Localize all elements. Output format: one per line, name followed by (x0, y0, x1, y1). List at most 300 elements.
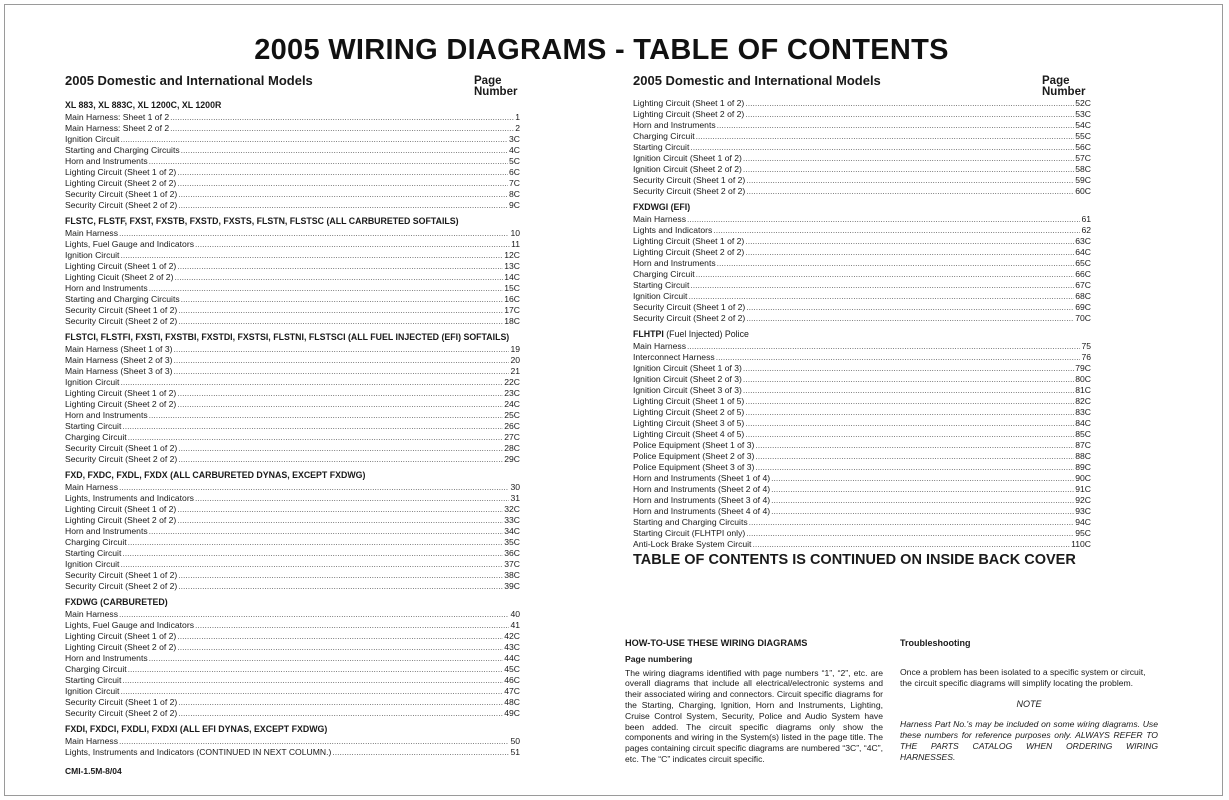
dot-leader (743, 363, 1074, 374)
section-title-text: FXDWGI (EFI) (633, 202, 691, 212)
dot-leader (122, 675, 503, 686)
toc-entry-label: Security Circuit (Sheet 2 of 2) (65, 316, 178, 326)
dot-leader (743, 153, 1074, 164)
toc-entry-label: Security Circuit (Sheet 2 of 2) (65, 581, 178, 591)
section-title-text: FLHTPI (633, 329, 664, 339)
dot-leader (749, 517, 1075, 528)
toc-entry (65, 112, 520, 123)
toc-entry (65, 156, 520, 167)
toc-entry-label: Starting Circuit (633, 280, 690, 290)
toc-entry-label: Security Circuit (Sheet 1 of 2) (65, 189, 178, 199)
toc-entry-label: Lighting Circuit (Sheet 3 of 5) (633, 418, 745, 428)
section-title (633, 202, 1091, 213)
toc-entry-label: Security Circuit (Sheet 1 of 2) (65, 305, 178, 315)
toc-entry (633, 473, 1091, 484)
toc-entry-page: 25C (504, 410, 520, 420)
toc-entry (65, 145, 520, 156)
toc-entry (633, 98, 1091, 109)
dot-leader (178, 697, 503, 708)
toc-entry-label: Lighting Circuit (Sheet 2 of 2) (633, 247, 745, 257)
toc-entry-label: Interconnect Harness (633, 352, 715, 362)
toc-entry-page: 43C (504, 642, 520, 652)
continued-notice: TABLE OF CONTENTS IS CONTINUED ON INSIDE BACK COVER (633, 552, 1076, 568)
toc-entry (633, 247, 1091, 258)
toc-entry-page: 68C (1075, 291, 1091, 301)
toc-entry-page: 61 (1081, 214, 1091, 224)
toc-entry (633, 258, 1091, 269)
toc-entry-label: Ignition Circuit (65, 559, 120, 569)
toc-entry-page: 76 (1081, 352, 1091, 362)
toc-entry-label: Ignition Circuit (65, 134, 120, 144)
dot-leader (173, 355, 509, 366)
dot-leader (177, 261, 503, 272)
toc-entry (65, 504, 520, 515)
left-column (65, 75, 520, 758)
dot-leader (128, 432, 504, 443)
toc-entry-page: 89C (1075, 462, 1091, 472)
toc-entry-label: Ignition Circuit (Sheet 3 of 3) (633, 385, 742, 395)
toc-entry-label: Lighting Circuit (Sheet 1 of 2) (65, 631, 177, 641)
toc-entry (65, 686, 520, 697)
left-sections (65, 100, 520, 758)
toc-entry (65, 272, 520, 283)
toc-entry-label: Security Circuit (Sheet 2 of 2) (65, 454, 178, 464)
dot-leader (177, 642, 503, 653)
section-title-text: FLSTC, FLSTF, FXST, FXSTB, FXSTD, FXSTS, FLSTN, FLSTSC (ALL CARBURETED SOFTAILS) (65, 216, 459, 226)
toc-entry (633, 214, 1091, 225)
dot-leader (149, 283, 504, 294)
toc-entry-page: 23C (504, 388, 520, 398)
toc-section (65, 724, 520, 758)
toc-entry (65, 454, 520, 465)
toc-entry (65, 167, 520, 178)
toc-entry-label: Ignition Circuit (Sheet 1 of 3) (633, 363, 742, 373)
dot-leader (177, 631, 503, 642)
toc-entry-label: Police Equipment (Sheet 2 of 3) (633, 451, 755, 461)
dot-leader (195, 493, 509, 504)
dot-leader (771, 473, 1074, 484)
toc-entry (633, 120, 1091, 131)
dot-leader (170, 112, 514, 123)
toc-entry-label: Lighting Circuit (Sheet 2 of 5) (633, 407, 745, 417)
toc-entry (65, 747, 520, 758)
toc-section (65, 470, 520, 592)
toc-entry-page: 91C (1075, 484, 1091, 494)
toc-entry-page: 94C (1075, 517, 1091, 527)
dot-leader (745, 418, 1074, 429)
dot-leader (713, 225, 1080, 236)
toc-entry-page: 45C (504, 664, 520, 674)
right-column-heading: 2005 Domestic and International Models (633, 73, 881, 88)
toc-entry (633, 164, 1091, 175)
dot-leader (178, 570, 503, 581)
dot-leader (119, 228, 509, 239)
toc-entry (633, 280, 1091, 291)
section-title (65, 597, 520, 608)
dot-leader (178, 316, 503, 327)
toc-entry (65, 134, 520, 145)
left-page-number-label: Page Number (474, 75, 518, 98)
dot-leader (755, 440, 1074, 451)
toc-entry-label: Security Circuit (Sheet 1 of 2) (633, 302, 746, 312)
toc-entry-label: Lighting Circuit (Sheet 4 of 5) (633, 429, 745, 439)
troubleshooting-block (900, 638, 1158, 762)
dot-leader (177, 388, 503, 399)
toc-entry (65, 493, 520, 504)
toc-entry-label: Lighting Circuit (Sheet 1 of 2) (633, 236, 745, 246)
toc-entry (65, 388, 520, 399)
toc-entry-page: 21 (510, 366, 520, 376)
toc-entry-label: Lighting Circuit (Sheet 1 of 2) (65, 167, 177, 177)
toc-entry-page: 59C (1075, 175, 1091, 185)
toc-entry-page: 38C (504, 570, 520, 580)
toc-entry-page: 93C (1075, 506, 1091, 516)
howto-body: The wiring diagrams identified with page numbers “1”, “2”, etc. are overall diagrams that include all electrical/electronic systems and their associated wiring and connectors. Circuit specific diagrams for the Starting, Charging, Ignition, Horn and Instruments, Lighting, Cruise Control System, Security, Police and Audio System have been added. The circuit specific diagrams only show the components and wiring in the System(s) listed in the page title. The pages containing circuit specific diagrams are numbered “3C”, “4C”, etc. The “C” indicates circuit specific. (625, 667, 883, 764)
page-title: 2005 WIRING DIAGRAMS - TABLE OF CONTENTS (254, 34, 949, 66)
toc-section (65, 597, 520, 719)
toc-entry-label: Starting Circuit (FLHTPI only) (633, 528, 746, 538)
toc-entry (633, 484, 1091, 495)
toc-entry-page: 11 (511, 239, 520, 249)
toc-entry (65, 653, 520, 664)
dot-leader (717, 120, 1075, 131)
toc-entry-page: 92C (1075, 495, 1091, 505)
toc-entry-page: 41 (510, 620, 520, 630)
section-title-suffix: (Fuel Injected) Police (666, 329, 749, 339)
toc-entry (633, 462, 1091, 473)
toc-entry (65, 366, 520, 377)
toc-entry (65, 570, 520, 581)
toc-entry-page: 40 (510, 609, 520, 619)
toc-entry-label: Main Harness (633, 214, 687, 224)
toc-entry-page: 65C (1075, 258, 1091, 268)
toc-entry-page: 10 (510, 228, 520, 238)
dot-leader (149, 526, 504, 537)
section-title (65, 216, 520, 227)
toc-entry (65, 200, 520, 211)
toc-entry-page: 17C (504, 305, 520, 315)
toc-entry-page: 87C (1075, 440, 1091, 450)
toc-entry-page: 37C (504, 559, 520, 569)
toc-entry-page: 84C (1075, 418, 1091, 428)
toc-entry-label: Starting Circuit (65, 421, 122, 431)
toc-entry-label: Charging Circuit (65, 664, 127, 674)
toc-entry-label: Ignition Circuit (633, 291, 688, 301)
section-title (65, 332, 520, 343)
toc-entry (633, 429, 1091, 440)
toc-entry-page: 80C (1075, 374, 1091, 384)
toc-entry (65, 228, 520, 239)
toc-entry-label: Main Harness: Sheet 1 of 2 (65, 112, 170, 122)
dot-leader (122, 421, 503, 432)
toc-entry-page: 69C (1075, 302, 1091, 312)
toc-section (65, 332, 520, 465)
toc-entry-page: 95C (1075, 528, 1091, 538)
toc-entry-page: 46C (504, 675, 520, 685)
toc-entry-page: 7C (509, 178, 520, 188)
toc-entry-label: Lighting Circuit (Sheet 1 of 5) (633, 396, 745, 406)
dot-leader (687, 341, 1080, 352)
toc-entry-page: 2 (515, 123, 520, 133)
toc-entry (65, 410, 520, 421)
toc-entry-page: 32C (504, 504, 520, 514)
toc-entry-page: 52C (1075, 98, 1091, 108)
toc-entry (65, 189, 520, 200)
right-column-header (633, 73, 1091, 98)
section-title (65, 724, 520, 735)
toc-entry-label: Police Equipment (Sheet 1 of 3) (633, 440, 755, 450)
dot-leader (716, 352, 1081, 363)
toc-entry-label: Ignition Circuit (65, 686, 120, 696)
toc-entry-label: Lighting Circuit (Sheet 1 of 2) (65, 504, 177, 514)
dot-leader (128, 537, 504, 548)
toc-entry-label: Security Circuit (Sheet 2 of 2) (65, 708, 178, 718)
toc-entry-label: Horn and Instruments (633, 258, 716, 268)
dot-leader (178, 708, 503, 719)
section-title (633, 329, 1091, 340)
toc-entry-label: Lights, Fuel Gauge and Indicators (65, 620, 194, 630)
toc-entry-page: 85C (1075, 429, 1091, 439)
toc-entry (633, 302, 1091, 313)
toc-entry-page: 24C (504, 399, 520, 409)
toc-entry-label: Security Circuit (Sheet 1 of 2) (65, 697, 178, 707)
toc-entry (633, 341, 1091, 352)
toc-entry-page: 29C (504, 454, 520, 464)
dot-leader (745, 396, 1074, 407)
toc-entry (65, 261, 520, 272)
toc-entry (633, 109, 1091, 120)
toc-section (65, 216, 520, 327)
toc-entry-page: 62 (1081, 225, 1091, 235)
toc-entry (65, 515, 520, 526)
toc-entry-page: 88C (1075, 451, 1091, 461)
toc-entry-page: 75 (1081, 341, 1091, 351)
toc-entry-page: 33C (504, 515, 520, 525)
toc-entry-label: Ignition Circuit (Sheet 2 of 3) (633, 374, 742, 384)
howto-title: HOW-TO-USE THESE WIRING DIAGRAMS (625, 638, 808, 648)
toc-entry (633, 186, 1091, 197)
note-label: NOTE (1016, 699, 1042, 710)
toc-entry-page: 48C (504, 697, 520, 707)
toc-entry (633, 451, 1091, 462)
dot-leader (771, 506, 1074, 517)
dot-leader (743, 374, 1074, 385)
dot-leader (745, 407, 1074, 418)
toc-entry (65, 609, 520, 620)
toc-section (633, 98, 1091, 197)
dot-leader (120, 559, 503, 570)
toc-entry (65, 123, 520, 134)
toc-entry-label: Main Harness: Sheet 2 of 2 (65, 123, 170, 133)
section-title-text: FXD, FXDC, FXDL, FXDX (ALL CARBURETED DYNAS, EXCEPT FXDWG) (65, 470, 366, 480)
toc-entry-label: Ignition Circuit (65, 377, 120, 387)
toc-entry-label: Ignition Circuit (Sheet 2 of 2) (633, 164, 742, 174)
dot-leader (177, 178, 508, 189)
toc-entry (65, 239, 520, 250)
toc-entry-page: 30 (510, 482, 520, 492)
toc-entry-page: 47C (504, 686, 520, 696)
toc-entry (633, 495, 1091, 506)
toc-entry-page: 8C (509, 189, 520, 199)
toc-entry-label: Horn and Instruments (Sheet 3 of 4) (633, 495, 771, 505)
toc-entry-label: Lighting Circuit (Sheet 1 of 2) (65, 261, 177, 271)
dot-leader (771, 495, 1074, 506)
toc-entry-label: Starting and Charging Circuits (633, 517, 748, 527)
toc-entry (65, 697, 520, 708)
toc-entry (65, 283, 520, 294)
dot-leader (745, 236, 1074, 247)
toc-entry-page: 54C (1075, 120, 1091, 130)
toc-entry-label: Security Circuit (Sheet 1 of 2) (633, 175, 746, 185)
toc-entry-page: 27C (504, 432, 520, 442)
toc-entry-page: 19 (510, 344, 520, 354)
toc-entry-label: Horn and Instruments (65, 156, 148, 166)
toc-entry-page: 70C (1075, 313, 1091, 323)
toc-entry-label: Lighting Circuit (Sheet 2 of 2) (633, 109, 745, 119)
dot-leader (332, 747, 509, 758)
toc-entry (65, 642, 520, 653)
dot-leader (746, 186, 1074, 197)
toc-entry-page: 22C (504, 377, 520, 387)
toc-entry (65, 708, 520, 719)
dot-leader (755, 451, 1074, 462)
toc-entry (65, 675, 520, 686)
toc-entry-label: Horn and Instruments (Sheet 4 of 4) (633, 506, 771, 516)
dot-leader (177, 399, 503, 410)
dot-leader (743, 385, 1074, 396)
toc-entry-label: Lighting Circuit (Sheet 2 of 2) (65, 178, 177, 188)
toc-entry (65, 482, 520, 493)
toc-entry-page: 81C (1075, 385, 1091, 395)
toc-section (65, 100, 520, 211)
toc-entry (65, 548, 520, 559)
dot-leader (174, 272, 503, 283)
toc-entry (633, 407, 1091, 418)
toc-entry-label: Starting and Charging Circuits (65, 145, 180, 155)
toc-entry (65, 421, 520, 432)
toc-entry (633, 269, 1091, 280)
toc-entry-page: 55C (1075, 131, 1091, 141)
dot-leader (149, 156, 508, 167)
dot-leader (120, 686, 503, 697)
howto-subtitle: Page numbering (625, 653, 693, 664)
dot-leader (745, 247, 1074, 258)
footer-code: CMI-1.5M-8/04 (65, 766, 122, 776)
dot-leader (178, 454, 503, 465)
toc-entry-label: Security Circuit (Sheet 2 of 2) (633, 313, 746, 323)
toc-entry-label: Charging Circuit (633, 131, 695, 141)
toc-entry (65, 526, 520, 537)
toc-entry-label: Lighting Circuit (Sheet 1 of 2) (633, 98, 745, 108)
toc-entry (633, 528, 1091, 539)
toc-entry-page: 44C (504, 653, 520, 663)
dot-leader (181, 294, 504, 305)
toc-entry (65, 443, 520, 454)
toc-entry-page: 6C (509, 167, 520, 177)
toc-entry (633, 131, 1091, 142)
dot-leader (178, 581, 503, 592)
dot-leader (755, 462, 1074, 473)
toc-entry-page: 50 (510, 736, 520, 746)
toc-entry-page: 35C (504, 537, 520, 547)
toc-entry-label: Starting Circuit (633, 142, 690, 152)
section-title-text: FLSTCI, FLSTFI, FXSTI, FXSTBI, FXSTDI, FXSTSI, FLSTNI, FLSTSCI (ALL FUEL INJECTED (EFI) SOFTAILS) (65, 332, 510, 342)
dot-leader (149, 653, 504, 664)
toc-entry-label: Horn and Instruments (Sheet 2 of 4) (633, 484, 771, 494)
toc-entry-page: 9C (509, 200, 520, 210)
toc-entry (65, 355, 520, 366)
section-title (65, 470, 520, 481)
toc-entry (65, 399, 520, 410)
toc-section (633, 329, 1091, 550)
toc-entry (65, 581, 520, 592)
toc-entry-page: 57C (1075, 153, 1091, 163)
toc-entry-label: Charging Circuit (633, 269, 695, 279)
dot-leader (743, 164, 1074, 175)
dot-leader (119, 609, 509, 620)
toc-entry-label: Main Harness (Sheet 3 of 3) (65, 366, 173, 376)
section-title-text: XL 883, XL 883C, XL 1200C, XL 1200R (65, 100, 222, 110)
toc-entry-page: 83C (1075, 407, 1091, 417)
dot-leader (696, 269, 1075, 280)
toc-entry (65, 305, 520, 316)
howto-block (625, 638, 883, 765)
left-column-heading: 2005 Domestic and International Models (65, 73, 313, 88)
toc-entry-page: 31 (510, 493, 520, 503)
toc-entry (65, 344, 520, 355)
toc-entry-page: 15C (504, 283, 520, 293)
dot-leader (119, 482, 509, 493)
toc-entry (65, 316, 520, 327)
dot-leader (120, 250, 503, 261)
toc-entry-page: 20 (510, 355, 520, 365)
toc-entry-label: Lighting Circuit (Sheet 2 of 2) (65, 642, 177, 652)
toc-entry-page: 53C (1075, 109, 1091, 119)
toc-entry (633, 236, 1091, 247)
toc-entry (65, 377, 520, 388)
toc-entry (65, 250, 520, 261)
dot-leader (120, 134, 508, 145)
toc-entry-page: 42C (504, 631, 520, 641)
toc-entry-label: Lights, Instruments and Indicators (CONTINUED IN NEXT COLUMN.) (65, 747, 332, 757)
toc-entry (65, 537, 520, 548)
toc-entry (65, 559, 520, 570)
toc-entry (633, 396, 1091, 407)
toc-entry-page: 14C (504, 272, 520, 282)
toc-entry (65, 620, 520, 631)
right-column (633, 75, 1091, 550)
dot-leader (178, 305, 503, 316)
dot-leader (173, 344, 509, 355)
toc-entry-label: Horn and Instruments (Sheet 1 of 4) (633, 473, 771, 483)
right-page-number-label: Page Number (1042, 75, 1086, 98)
dot-leader (746, 313, 1074, 324)
toc-entry-label: Main Harness (65, 228, 119, 238)
left-column-header (65, 73, 520, 98)
toc-entry (633, 352, 1091, 363)
toc-entry-page: 66C (1075, 269, 1091, 279)
toc-entry (633, 539, 1091, 550)
dot-leader (178, 189, 508, 200)
dot-leader (122, 548, 503, 559)
toc-entry (633, 440, 1091, 451)
section-title (65, 100, 520, 111)
dot-leader (745, 109, 1074, 120)
toc-entry-label: Lights and Indicators (633, 225, 713, 235)
toc-entry-page: 13C (504, 261, 520, 271)
toc-entry-page: 18C (504, 316, 520, 326)
dot-leader (120, 377, 503, 388)
